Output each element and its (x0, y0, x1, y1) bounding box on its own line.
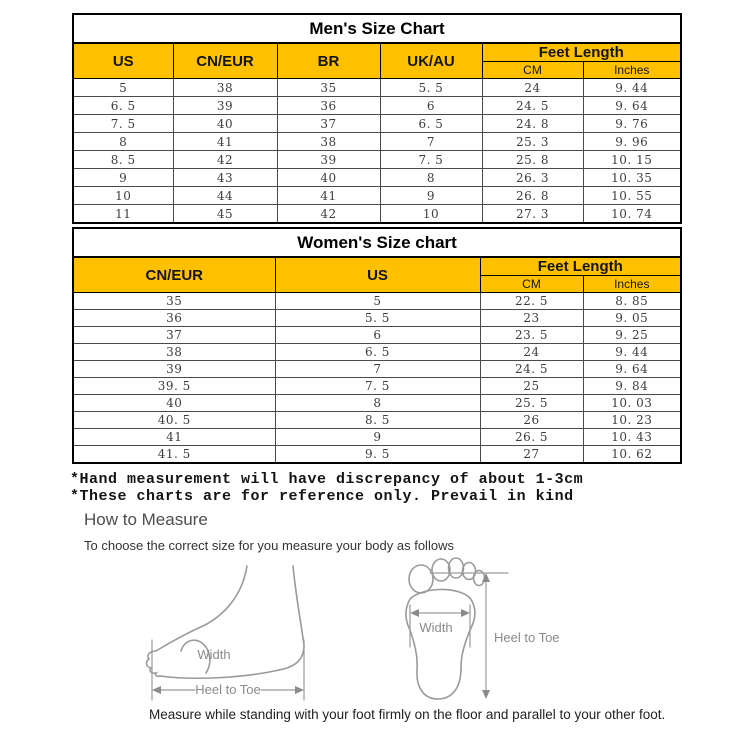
size-table-row (73, 151, 681, 169)
size-cell: 39 (173, 97, 277, 115)
size-cell: 9. 5 (275, 446, 480, 464)
size-cell: 7. 5 (380, 151, 482, 169)
size-table-row (73, 187, 681, 205)
size-cell: 35 (277, 79, 380, 97)
size-cell: 22. 5 (480, 293, 583, 310)
size-cell: 9. 76 (583, 115, 681, 133)
size-cell: 9. 44 (583, 344, 681, 361)
size-cell: 9 (73, 169, 173, 187)
mens-chart-title: Men's Size Chart (73, 14, 681, 43)
column-header-us: US (73, 43, 173, 79)
size-cell: 6 (275, 327, 480, 344)
size-cell: 5 (73, 79, 173, 97)
size-cell: 8. 5 (275, 412, 480, 429)
size-cell: 9. 84 (583, 378, 681, 395)
size-cell: 7. 5 (73, 115, 173, 133)
size-cell: 10. 03 (583, 395, 681, 412)
size-cell: 27. 3 (482, 205, 583, 224)
size-cell: 5. 5 (275, 310, 480, 327)
size-cell: 25. 5 (480, 395, 583, 412)
size-table-row (73, 327, 681, 344)
size-cell: 10. 55 (583, 187, 681, 205)
size-cell: 37 (73, 327, 275, 344)
foot-toe (432, 559, 450, 581)
size-cell: 27 (480, 446, 583, 464)
size-cell: 9. 64 (583, 361, 681, 378)
size-cell: 9 (380, 187, 482, 205)
size-cell: 42 (173, 151, 277, 169)
size-cell: 23 (480, 310, 583, 327)
foot-side-view-illustration (143, 563, 313, 705)
size-cell: 38 (173, 79, 277, 97)
size-cell: 10. 23 (583, 412, 681, 429)
foot-toe (449, 558, 464, 578)
column-header-us: US (275, 257, 480, 293)
mens-size-table (72, 13, 682, 224)
size-table-row (73, 395, 681, 412)
size-cell: 9. 05 (583, 310, 681, 327)
column-header-feet-length: Feet Length (482, 43, 681, 62)
size-cell: 36 (277, 97, 380, 115)
size-cell: 24. 5 (482, 97, 583, 115)
how-to-measure-subtext: To choose the correct size for you measure your body as follows (84, 538, 454, 553)
size-cell: 40 (277, 169, 380, 187)
size-cell: 9. 44 (583, 79, 681, 97)
foot-outline (156, 566, 247, 651)
size-cell: 41 (277, 187, 380, 205)
foot-toe (409, 565, 433, 593)
size-table-row (73, 79, 681, 97)
size-table-row (73, 361, 681, 378)
size-cell: 40. 5 (73, 412, 275, 429)
size-cell: 40 (73, 395, 275, 412)
size-cell: 40 (173, 115, 277, 133)
size-cell: 42 (277, 205, 380, 224)
size-cell: 6. 5 (275, 344, 480, 361)
size-cell: 25. 8 (482, 151, 583, 169)
size-table-row (73, 97, 681, 115)
size-cell: 24. 5 (480, 361, 583, 378)
heel-to-toe-label: Heel to Toe (195, 682, 261, 697)
size-table-row (73, 429, 681, 446)
size-cell: 10. 43 (583, 429, 681, 446)
womens-chart-title: Women's Size chart (73, 228, 681, 257)
size-cell: 24 (482, 79, 583, 97)
size-cell: 5 (275, 293, 480, 310)
size-table-row (73, 133, 681, 151)
disclaimer-note-2: *These charts are for reference only. Prevail in kind (70, 488, 574, 505)
size-cell: 38 (73, 344, 275, 361)
size-cell: 7 (275, 361, 480, 378)
foot-outline (279, 566, 304, 670)
size-table-row (73, 310, 681, 327)
column-header-feet-length: Feet Length (480, 257, 681, 276)
size-table-row (73, 412, 681, 429)
size-cell: 26. 8 (482, 187, 583, 205)
size-cell: 36 (73, 310, 275, 327)
column-header-inches: Inches (583, 62, 681, 79)
width-label: Width (419, 620, 453, 635)
womens-size-table (72, 227, 682, 464)
size-cell: 9 (275, 429, 480, 446)
size-cell: 6 (380, 97, 482, 115)
size-cell: 6. 5 (73, 97, 173, 115)
size-cell: 8. 5 (73, 151, 173, 169)
size-cell: 10 (380, 205, 482, 224)
size-cell: 44 (173, 187, 277, 205)
size-cell: 11 (73, 205, 173, 224)
size-cell: 35 (73, 293, 275, 310)
size-cell: 26. 5 (480, 429, 583, 446)
size-cell: 26 (480, 412, 583, 429)
size-cell: 26. 3 (482, 169, 583, 187)
size-cell: 9. 96 (583, 133, 681, 151)
size-cell: 24 (480, 344, 583, 361)
size-cell: 10. 62 (583, 446, 681, 464)
measure-instruction-caption: Measure while standing with your foot firmly on the floor and parallel to your other foot. (149, 707, 666, 722)
size-cell: 37 (277, 115, 380, 133)
size-cell: 25 (480, 378, 583, 395)
size-cell: 39 (73, 361, 275, 378)
size-cell: 10. 35 (583, 169, 681, 187)
size-cell: 7 (380, 133, 482, 151)
size-table-row (73, 293, 681, 310)
column-header-cneur: CN/EUR (173, 43, 277, 79)
column-header-inches: Inches (583, 276, 681, 293)
size-cell: 8. 85 (583, 293, 681, 310)
size-cell: 41 (173, 133, 277, 151)
size-cell: 9. 64 (583, 97, 681, 115)
size-cell: 39 (277, 151, 380, 169)
size-cell: 41 (73, 429, 275, 446)
size-cell: 8 (380, 169, 482, 187)
size-cell: 41. 5 (73, 446, 275, 464)
size-cell: 6. 5 (380, 115, 482, 133)
column-header-cm: CM (480, 276, 583, 293)
size-table-row (73, 115, 681, 133)
size-cell: 25. 3 (482, 133, 583, 151)
column-header-cm: CM (482, 62, 583, 79)
heel-to-toe-label: Heel to Toe (494, 630, 560, 645)
size-cell: 10. 15 (583, 151, 681, 169)
size-cell: 24. 8 (482, 115, 583, 133)
size-table-row (73, 169, 681, 187)
size-cell: 10. 74 (583, 205, 681, 224)
foot-sole-outline (406, 589, 475, 699)
foot-sole (160, 670, 279, 678)
size-cell: 8 (275, 395, 480, 412)
width-label: Width (197, 647, 231, 662)
size-table-row (73, 205, 681, 224)
how-to-measure-heading: How to Measure (84, 510, 208, 529)
foot-toes (147, 651, 160, 676)
size-cell: 45 (173, 205, 277, 224)
column-header-ukau: UK/AU (380, 43, 482, 79)
size-table-row (73, 378, 681, 395)
size-table-row (73, 344, 681, 361)
disclaimer-note-1: *Hand measurement will have discrepancy of about 1-3cm (70, 471, 584, 488)
column-header-cneur: CN/EUR (73, 257, 275, 293)
size-cell: 38 (277, 133, 380, 151)
size-cell: 9. 25 (583, 327, 681, 344)
size-cell: 10 (73, 187, 173, 205)
size-cell: 39. 5 (73, 378, 275, 395)
size-table-row (73, 446, 681, 464)
size-cell: 7. 5 (275, 378, 480, 395)
size-cell: 5. 5 (380, 79, 482, 97)
size-cell: 8 (73, 133, 173, 151)
foot-top-view-illustration (390, 555, 610, 705)
size-cell: 23. 5 (480, 327, 583, 344)
column-header-br: BR (277, 43, 380, 79)
size-cell: 43 (173, 169, 277, 187)
